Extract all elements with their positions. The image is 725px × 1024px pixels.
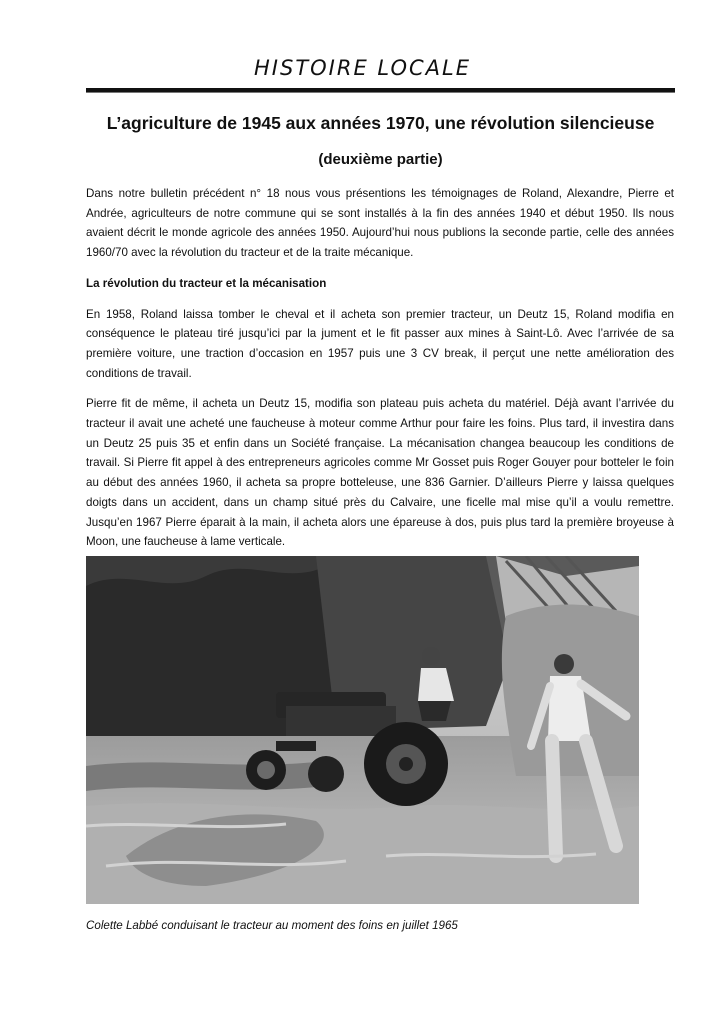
section-title: HISTOIRE LOCALE: [254, 56, 471, 80]
article-body: [86, 184, 674, 563]
section-heading: La révolution du tracteur et la mécanisation: [86, 276, 327, 290]
paragraph-1: En 1958, Roland laissa tomber le cheval et il acheta son premier tracteur, un Deutz 15, Roland modifia en conséquence le plateau tiré jusqu’ici par la jument et le fit passer aux mines à Saint-Lô. Avec l’arrivée de sa première voiture, une traction d’occasion en 1957 puis une 3 CV break, il perçut une nette amélioration des conditions de travail.: [86, 307, 674, 380]
article-subtitle: (deuxième partie): [318, 151, 443, 168]
article-title: L’agriculture de 1945 aux années 1970, une révolution silencieuse: [106, 113, 655, 133]
paragraph-2: Pierre fit de même, il acheta un Deutz 15, modifia son plateau puis acheta du matériel. Déjà avant l’arrivée du tracteur il avait une acheté une faucheuse à moteur comme Arthur pour faire les foins. Plus tard, il investira dans un Deutz 25 puis 35 et enfin dans un Société française. La mécanisation changea beaucoup les conditions de travail. Si Pierre fit appel à des entrepreneurs agricoles comme Mr Gosset puis Roger Gouyer pour botteler le foin au début des années 1960, il acheta sa propre botteleuse, une 836 Garnier. D’ailleurs Pierre y laissa quelques doigts dans un accident, dans un champ situé près du Calvaire, une ficelle mal mise qu’il a voulu remettre. Jusqu’en 1967 Pierre éparait à la main, il acheta alors une épareuse à dos, puis plus tard la première broyeuse à Moon, une faucheuse à lame verticale.: [86, 397, 674, 549]
header-rule: [86, 88, 675, 93]
intro-paragraph: Dans notre bulletin précédent n° 18 nous vous présentions les témoignages de Roland, Alexandre, Pierre et Andrée, agriculteurs de notre commune qui se sont installés à la fin des années 1940 et début 1950. Ils nous avaient décrit le monde agricole des années 1950. Aujourd’hui nous publions la seconde partie, celle des années 1960/70 avec la révolution du tracteur et de la traite mécanique.: [86, 187, 674, 260]
tractor-photo: [86, 556, 639, 904]
photo-caption: Colette Labbé conduisant le tracteur au moment des foins en juillet 1965: [86, 919, 458, 932]
